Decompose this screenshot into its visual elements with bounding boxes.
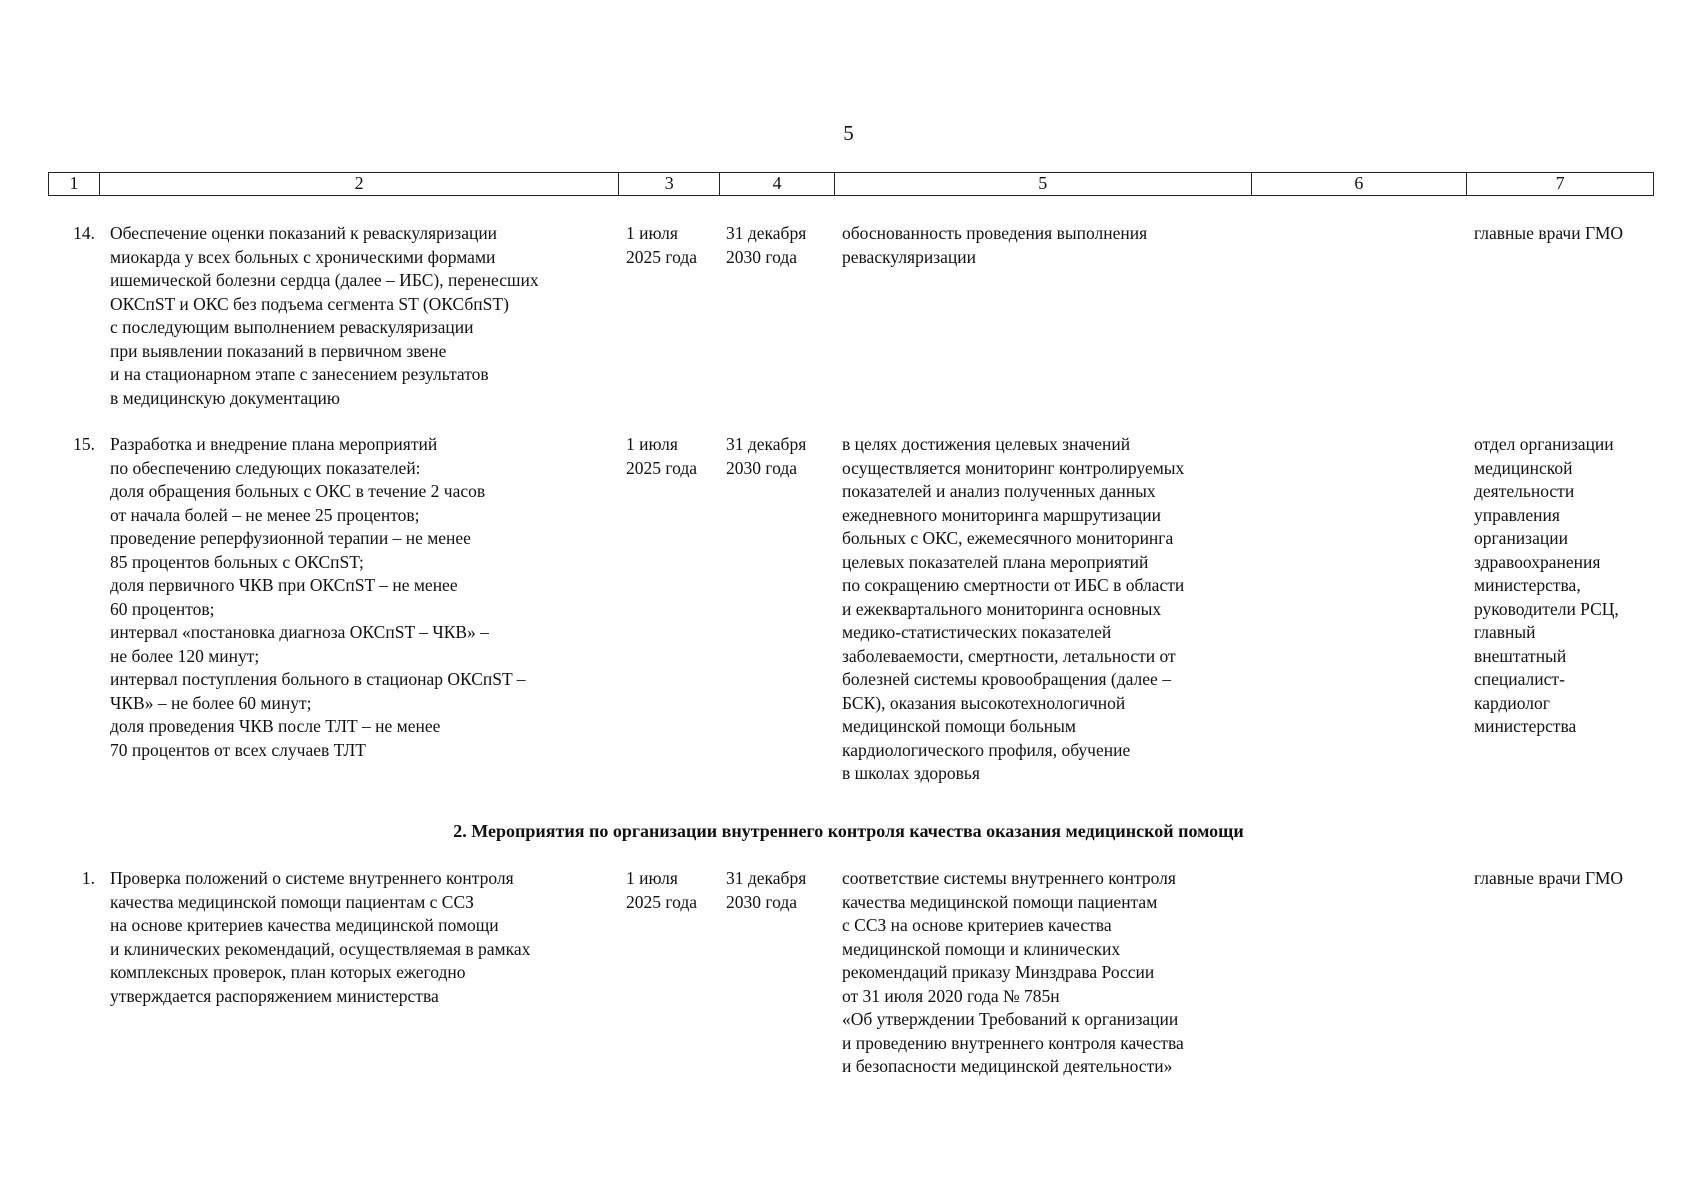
activity-text: Разработка и внедрение плана мероприятий по обеспечению следующих показателей: доля обращения больных с ОКС в течение 2 часов от начала болей – не менее 25 процентов; проведение реперфузионной терапии – не менее 85 процентов больных с ОКСпST; доля первичного ЧКВ при ОКСпST – не менее 60 процентов; интервал «постановка диагноза ОКСпST – ЧКВ» – не более 120 минут; интервал поступления больного в стационар ОКСпST – ЧКВ» – не более 60 минут; доля проведения ЧКВ после ТЛТ – не менее 70 процентов от всех случаев ТЛТ xyxy=(110,434,526,760)
column-number-header xyxy=(48,172,1654,196)
column-number-7: 7 xyxy=(1555,173,1565,193)
section-heading: 2. Мероприятия по организации внутреннего контроля качества оказания медицинской помощи xyxy=(453,821,1244,841)
column-number-5: 5 xyxy=(835,173,1251,195)
column-number-2: 2 xyxy=(100,173,619,195)
row-number: 1. xyxy=(81,868,95,888)
activity-text: Обеспечение оценки показаний к реваскуляризации миокарда у всех больных с хроническими формами ишемической болезни сердца (далее – ИБС), перенесших ОКСпST и ОКС без подъема сегмента ST (ОКСбпST) с последующим выполнением реваскуляризации при выявлении показаний в первичном звене и на стационарном этапе с занесением результатов в медицинскую документацию xyxy=(110,223,539,408)
page-number: 5 xyxy=(843,121,854,145)
responsible-party: главные врачи ГМО xyxy=(1474,868,1624,888)
start-date: 1 июля 2025 года xyxy=(626,868,698,912)
start-date: 1 июля 2025 года xyxy=(626,434,698,478)
start-date: 1 июля 2025 года xyxy=(626,223,698,267)
end-date: 31 декабря 2030 года xyxy=(726,868,807,912)
responsible-party: отдел организации медицинской деятельности управления организации здравоохранения министерства, руководители РСЦ, главный внештатный специалист- кардиолог министерства xyxy=(1474,434,1619,736)
expected-result: в целях достижения целевых значений осуществляется мониторинг контролируемых показателей и анализ полученных данных ежедневного мониторинга маршрутизации больных с ОКС, ежемесячного мониторинга целевых показателей плана мероприятий по сокращению смертности от ИБС в области и ежеквартального мониторинга основных медико-статистических показателей заболеваемости, смертности, летальности от болезней системы кровообращения (далее – БСК), оказания высокотехнологичной медицинской помощи больным кардиологического профиля, обучение в школах здоровья xyxy=(842,434,1185,783)
column-number-1: 1 xyxy=(49,173,100,195)
column-number-3: 3 xyxy=(619,173,720,195)
row-number: 15. xyxy=(73,434,95,454)
responsible-party: главные врачи ГМО xyxy=(1474,223,1624,243)
column-number-6: 6 xyxy=(1252,173,1468,195)
column-number-4: 4 xyxy=(720,173,835,195)
expected-result: обоснованность проведения выполнения реваскуляризации xyxy=(842,223,1148,267)
row-number: 14. xyxy=(73,223,95,243)
end-date: 31 декабря 2030 года xyxy=(726,223,807,267)
expected-result: соответствие системы внутреннего контроля качества медицинской помощи пациентам с ССЗ на основе критериев качества медицинской помощи и клинических рекомендаций приказу Минздрава России от 31 июля 2020 года № 785н «Об утверждении Требований к организации и проведению внутреннего контроля качества и безопасности медицинской деятельности» xyxy=(842,868,1184,1076)
end-date: 31 декабря 2030 года xyxy=(726,434,807,478)
activity-text: Проверка положений о системе внутреннего контроля качества медицинской помощи пациентам с ССЗ на основе критериев качества медицинской помощи и клинических рекомендаций, осуществляемая в рамках комплексных проверок, план которых ежегодно утверждается распоряжением министерства xyxy=(110,868,531,1006)
